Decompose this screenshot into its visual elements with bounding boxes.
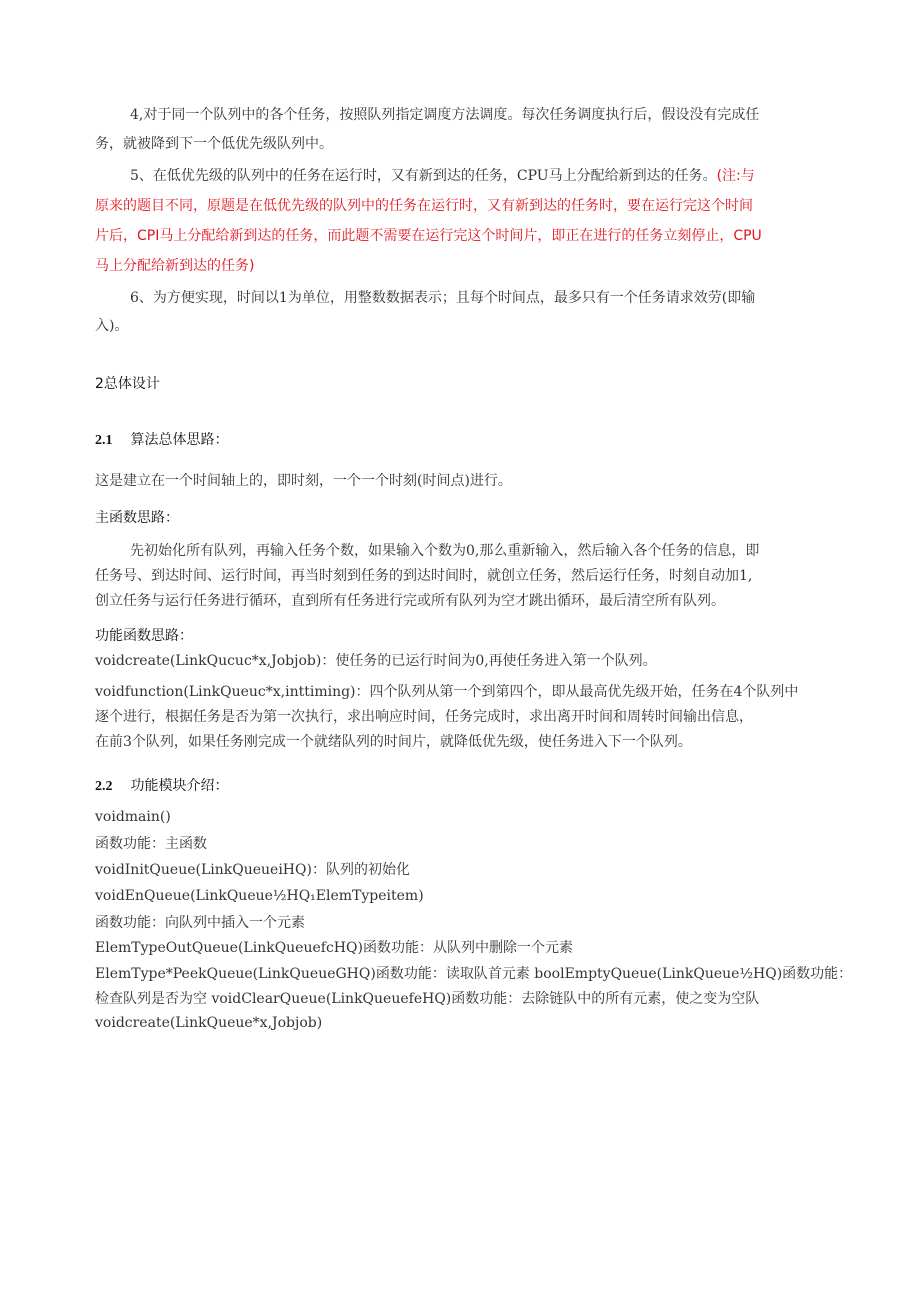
paragraph-line: voidfunction(LinkQueuc*x,inttiming)：四个队列从第一个到第四个，即从最高优先级开始，任务在4个队列中 — [95, 684, 799, 700]
paragraph-line: 先初始化所有队列，再输入任务个数，如果输入个数为0,那么重新输入，然后输入各个任务的信息，即 — [130, 543, 760, 559]
paragraph-line: 务，就被降到下一个低优先级队列中。 — [95, 136, 333, 152]
paragraph-line: 逐个进行，根据任务是否为第一次执行，求出响应时间，任务完成时，求出离开时间和周转时间输出信息， — [95, 709, 753, 725]
paragraph-line: 6、为方便实现，时间以1为单位，用整数数据表示；且每个时间点，最多只有一个任务请求效劳(即输 — [130, 290, 756, 306]
paragraph-line: 检查队列是否为空 voidClearQueue(LinkQueuefeHQ)函数功能：去除链队中的所有元素，使之变为空队 — [95, 991, 760, 1007]
paragraph-line: 在前3个队列，如果任务刚完成一个就绪队列的时间片，就降低优先级，使任务进入下一个队列。 — [95, 734, 692, 750]
paragraph-line: 创立任务与运行任务进行循环，直到所有任务进行完或所有队列为空才跳出循环，最后清空所有队列。 — [95, 593, 725, 609]
paragraph-line: voidcreate(LinkQucuc*x,Jobjob)：使任务的已运行时间为0,再使任务进入第一个队列。 — [95, 653, 657, 669]
section-number: 2.1 — [95, 433, 113, 448]
paragraph-line: 函数功能：向队列中插入一个元素 — [95, 915, 305, 931]
subheading: 主函数思路： — [95, 510, 179, 526]
note-line: 原来的题目不同，原题是在低优先级的队列中的任务在运行时，又有新到达的任务时，要在运行完这个时间 — [95, 198, 753, 214]
paragraph-line: 入)。 — [95, 318, 129, 334]
section-number: 2.2 — [95, 779, 113, 794]
section-title: 功能模块介绍： — [130, 778, 229, 794]
subsection-heading — [95, 776, 229, 797]
paragraph-line: ElemTypeOutQueue(LinkQueuefcHQ)函数功能：从队列中删除一个元素 — [95, 940, 573, 956]
subsection-heading — [95, 430, 229, 451]
paragraph-line: 函数功能：主函数 — [95, 836, 207, 852]
section-heading: 2总体设计 — [95, 376, 160, 392]
paragraph-line — [130, 166, 755, 186]
paragraph-line: voidEnQueue(LinkQueue½HQ₁ElemTypeitem) — [95, 888, 424, 904]
paragraph-line: 任务号、到达时间、运行时间，再当时刻到任务的到达时间时，就创立任务，然后运行任务，时刻自动加1, — [95, 568, 753, 584]
note-text: (注:与 — [716, 168, 755, 184]
subheading: 功能函数思路： — [95, 628, 193, 644]
paragraph-line: 4,对于同一个队列中的各个任务，按照队列指定调度方法调度。每次任务调度执行后，假设没有完成任 — [130, 107, 760, 123]
paragraph-line: voidcreate(LinkQueue*x,Jobjob) — [95, 1015, 323, 1031]
section-title: 算法总体思路： — [130, 432, 229, 448]
paragraph-line: 这是建立在一个时间轴上的，即时刻，一个一个时刻(时间点)进行。 — [95, 473, 512, 489]
note-line: 片后，CPI马上分配给新到达的任务，而此题不需要在运行完这个时间片，即正在进行的任务立刻停止，CPU — [95, 228, 762, 244]
text: 5、在低优先级的队列中的任务在运行时，又有新到达的任务，CPU马上分配给新到达的任务。 — [130, 168, 717, 184]
paragraph-line: voidInitQueue(LinkQueueiHQ)：队列的初始化 — [95, 862, 410, 878]
paragraph-line: ElemType*PeekQueue(LinkQueueGHQ)函数功能：读取队首元素 boolEmptyQueue(LinkQueue½HQ)函数功能： — [95, 966, 853, 982]
note-line: 马上分配给新到达的任务) — [95, 258, 255, 274]
paragraph-line: voidmain() — [95, 809, 171, 825]
